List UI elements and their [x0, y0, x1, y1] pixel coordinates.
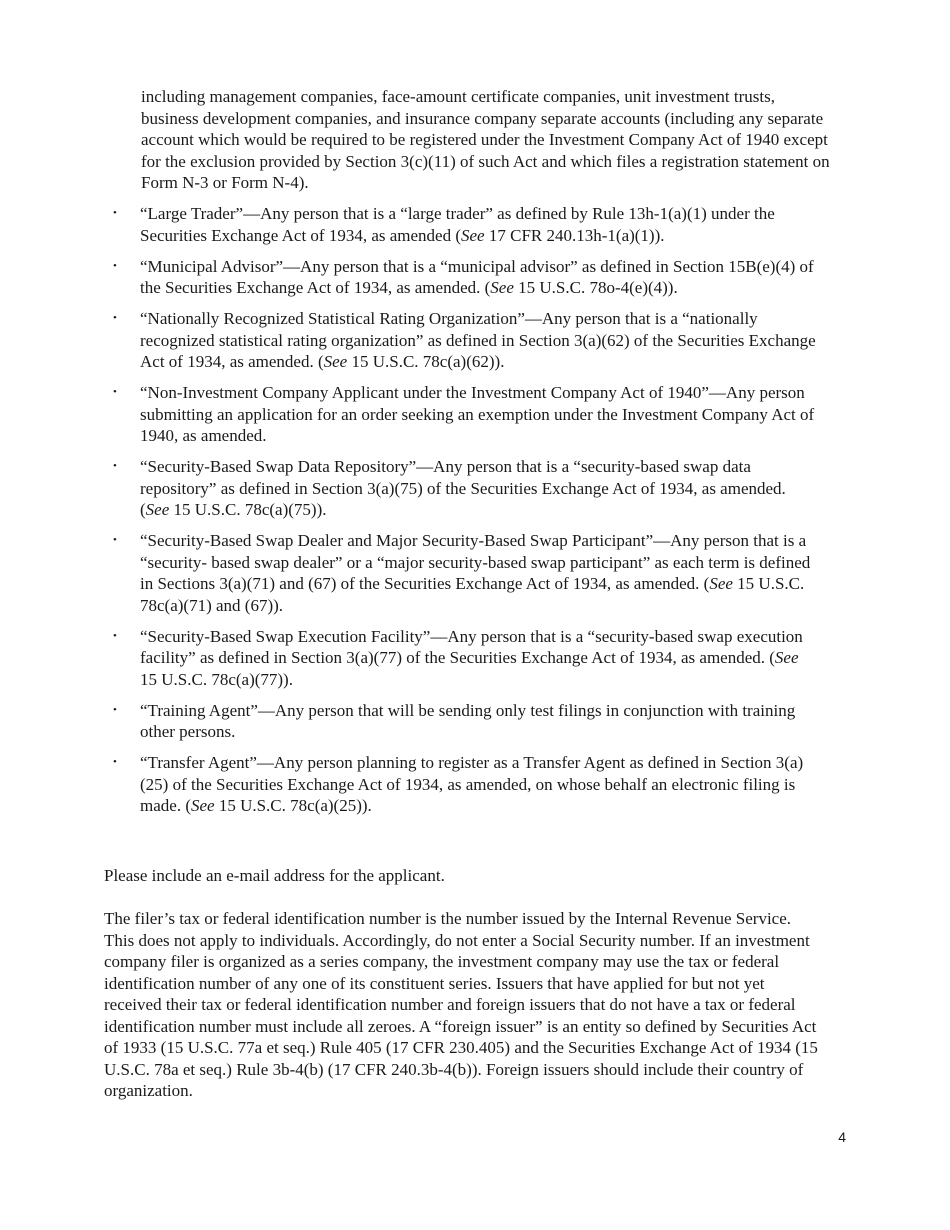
bullet-text: “Security-Based Swap Data Repository”—Any person that is a “security-based swap data repository” as defined in Section 3(a)(75) of the Securities Exchange Act of 1934, as amended. (	[140, 457, 786, 519]
bullet-text: “Non-Investment Company Applicant under the Investment Company Act of 1940”—Any person submitting an application for an order seeking an exemption under the Investment Company Act of 1940, as amended.	[140, 383, 815, 445]
bullet-icon: •	[113, 629, 117, 642]
citation: 15 U.S.C. 78c(a)(77)).	[140, 669, 293, 689]
bullet-swap-dealer-participant	[0, 530, 816, 616]
citation: 17 CFR 240.13h-1(a)(1)).	[484, 225, 665, 245]
definitions-bullet-list	[0, 203, 950, 826]
bullet-swap-execution-facility	[0, 626, 816, 691]
bullet-icon: •	[113, 703, 117, 716]
bullet-text: “Large Trader”—Any person that is a “large trader” as defined by Rule 13h-1(a)(1) under the Securities Exchange Act of 1934, as amended (	[140, 204, 775, 245]
citation: 15 U.S.C. 78c(a)(62)).	[347, 352, 505, 371]
see-reference: See	[145, 500, 170, 519]
see-reference: See	[774, 648, 799, 667]
citation: 15 U.S.C. 78o-4(e)(4)).	[513, 278, 678, 297]
bullet-nrsro	[0, 308, 816, 373]
bullet-training-agent	[0, 700, 816, 743]
bullet-icon: •	[113, 259, 117, 272]
intro-continuation-paragraph: including management companies, face-amount certificate companies, unit investment trusts, business development companies, and insurance company separate accounts (including any separate account which would be required to be registered under the Investment Company Act of 1940 except for the exclusion provided by Section 3(c)(11) of such Act and which files a registration statement on Form N-3 or Form N-4).	[141, 87, 830, 192]
bullet-text: “Municipal Advisor”—Any person that is a “municipal advisor” as defined in Section 15B(e)(4) of the Securities Exchange Act of 1934, as amended. (	[140, 256, 814, 297]
tax-id-paragraph: The filer’s tax or federal identification number is the number issued by the Internal Revenue Service. This does not apply to individuals. Accordingly, do not enter a Social Security number. If an investment company filer is organized as a series company, the investment company may use the tax or federal identification number of any one of its constituent series. Issuers that have applied for but not yet received their tax or federal identification number and foreign issuers that do not have a tax or federal identification number must include all zeroes. A “foreign issuer” is an entity so defined by Securities Act of 1933 (15 U.S.C. 77a et seq.) Rule 405 (17 CFR 230.405) and the Securities Exchange Act of 1934 (15 U.S.C. 78a et seq.) Rule 3b-4(b) (17 CFR 240.3b-4(b)). Foreign issuers should include their country of organization.	[104, 909, 818, 1100]
bullet-icon: •	[113, 386, 117, 398]
see-reference: See	[323, 352, 348, 371]
see-reference: See	[461, 225, 485, 245]
see-reference: See	[190, 796, 215, 815]
bullet-icon: •	[113, 312, 117, 324]
bullet-text: “Nationally Recognized Statistical Rating Organization”—Any person that is a “nationally recognized statistical rating organization” as defined in Section 3(a)(62) of the Securities Exchange Act of 1934, as amended. (	[140, 309, 816, 371]
bullet-icon: •	[113, 756, 117, 768]
bullet-text: “Training Agent”—Any person that will be sending only test filings in conjunction with training other persons.	[140, 700, 796, 741]
bullet-icon: •	[113, 460, 117, 472]
bullet-text: “Security-Based Swap Dealer and Major Security-Based Swap Participant”—Any person that is a “security- based swap dealer” or a “major security-based swap participant” as each term is defined in Sections 3(a)(71) and (67) of the Securities Exchange Act of 1934, as amended. (	[140, 531, 811, 593]
bullet-text: “Security-Based Swap Execution Facility”—Any person that is a “security-based swap execution facility” as defined in Section 3(a)(77) of the Securities Exchange Act of 1934, as amended. (	[140, 626, 803, 667]
bullet-non-investment-company-applicant	[0, 382, 816, 447]
bullet-icon: •	[113, 534, 117, 546]
bullet-municipal-advisor	[0, 256, 816, 299]
see-reference: See	[490, 278, 514, 297]
see-reference: See	[709, 574, 733, 593]
citation: 15 U.S.C. 78c(a)(75)).	[169, 500, 327, 519]
email-note-paragraph: Please include an e-mail address for the applicant.	[104, 866, 445, 885]
bullet-swap-data-repository	[0, 456, 816, 521]
bullet-text: “Transfer Agent”—Any person planning to register as a Transfer Agent as defined in Section 3(a)(25) of the Securities Exchange Act of 1934, as amended, on whose behalf an electronic filing is made. (	[140, 753, 804, 815]
page-number: 4	[838, 1129, 846, 1145]
citation: 15 U.S.C. 78c(a)(71) and (67)).	[140, 574, 805, 615]
bullet-transfer-agent	[0, 752, 816, 817]
bullet-icon: •	[113, 207, 117, 219]
bullet-large-trader	[0, 203, 816, 246]
citation: 15 U.S.C. 78c(a)(25)).	[214, 796, 372, 815]
